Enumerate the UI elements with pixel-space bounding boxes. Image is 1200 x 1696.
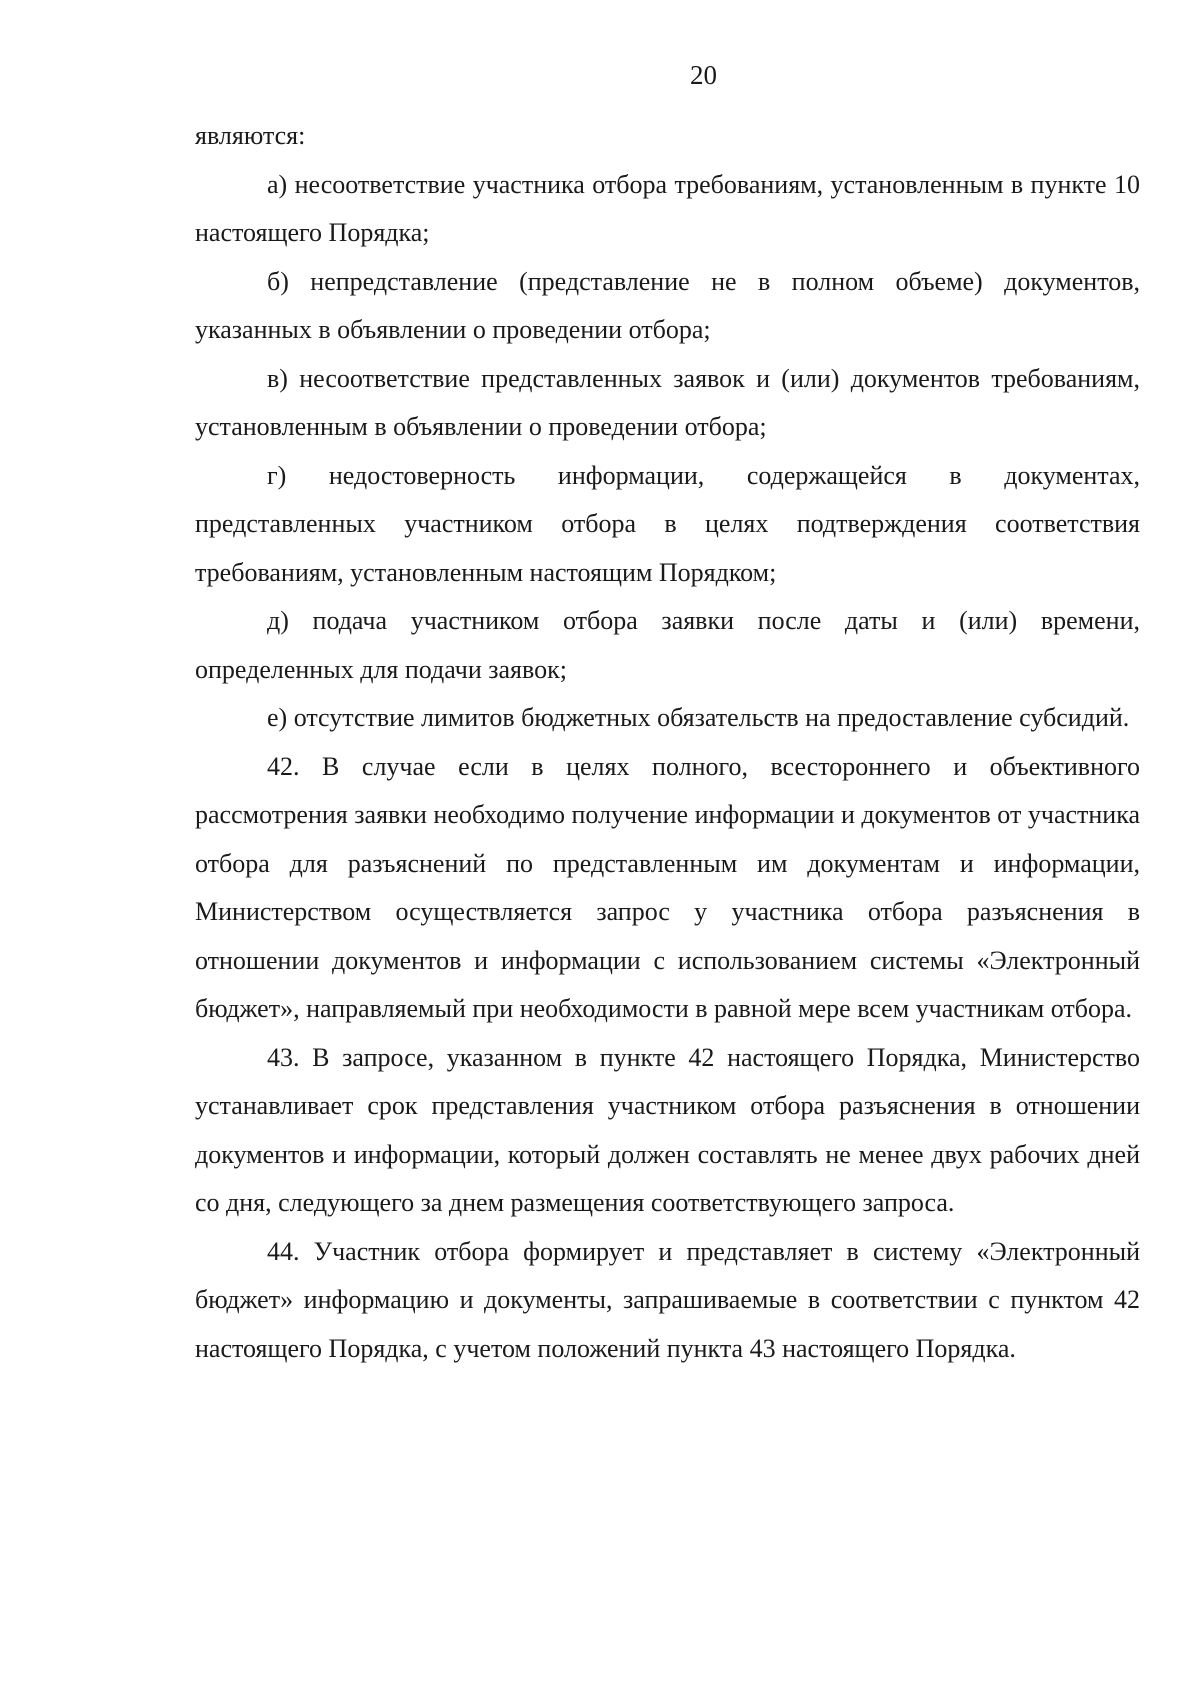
paragraph-item-v: в) несоответствие представленных заявок и (или) документов требованиям, установленным в объявлении о проведении отбора; xyxy=(195,363,1140,441)
paragraph-item-a: а) несоответствие участника отбора требованиям, установленным в пункте 10 настоящего Порядка; xyxy=(195,169,1140,247)
page-number: 20 xyxy=(690,60,717,90)
paragraph-item-e: е) отсутствие лимитов бюджетных обязательств на предоставление субсидий. xyxy=(267,703,1130,732)
paragraph-item-d: д) подача участником отбора заявки после даты и (или) времени, определенных для подачи заявок; xyxy=(195,606,1140,684)
paragraph-clause-42: 42. В случае если в целях полного, всестороннего и объективного рассмотрения заявки необходимо получение информации и документов от участника отбора для разъяснений по представленным им документам и информации, Министерством осуществляется запрос у участника отбора разъяснения в отношении документов и информации с использованием системы «Электронный бюджет», направляемый при необходимости в равной мере всем участникам отбора. xyxy=(195,751,1140,1023)
paragraph-continuation: являются: xyxy=(195,121,306,150)
paragraph-item-b: б) непредставление (представление не в полном объеме) документов, указанных в объявлении о проведении отбора; xyxy=(195,266,1140,344)
paragraph-item-g: г) недостоверность информации, содержащейся в документах, представленных участником отбора в целях подтверждения соответствия требованиям, установленным настоящим Порядком; xyxy=(195,460,1140,587)
paragraph-clause-44: 44. Участник отбора формирует и представляет в систему «Электронный бюджет» информацию и документы, запрашиваемые в соответствии с пунктом 42 настоящего Порядка, с учетом положений пункта 43 настоящего Порядка. xyxy=(195,1236,1140,1363)
document-body xyxy=(195,112,1140,1373)
paragraph-clause-43: 43. В запросе, указанном в пункте 42 настоящего Порядка, Министерство устанавливает срок представления участником отбора разъяснения в отношении документов и информации, который должен составлять не менее двух рабочих дней со дня, следующего за днем размещения соответствующего запроса. xyxy=(195,1042,1140,1217)
